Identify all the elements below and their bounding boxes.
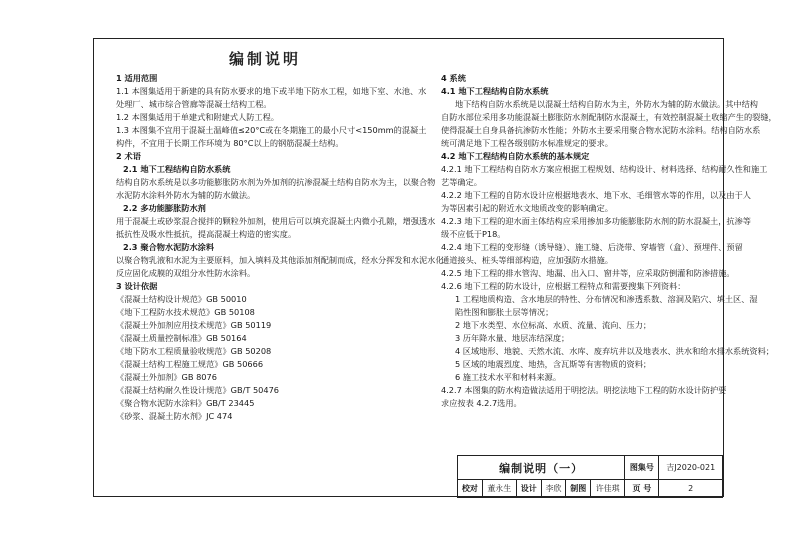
text-line: 5 区域的地震烈度、地热，含瓦斯等有害物质的资料； bbox=[455, 359, 652, 369]
text-line: 1.1 本图集适用于新建的具有防水要求的地下或半地下防水工程，如地下室、水池、水 bbox=[116, 86, 427, 96]
draw-label: 制图 bbox=[566, 480, 591, 498]
text-line: 《混凝土结构工程施工规范》GB 50666 bbox=[116, 359, 264, 369]
text-line: 地下结构自防水系统是以混凝土结构自防水为主，外防水为辅的防水做法。其中结构 bbox=[455, 99, 758, 109]
text-line: 4.2.2 地下工程的自防水设计应根据地表水、地下水、毛细管水等的作用，以及由于人 bbox=[441, 190, 751, 200]
design-name: 李欣 bbox=[541, 480, 566, 498]
title-block bbox=[457, 455, 723, 498]
text-line: 求应按表 4.2.7选用。 bbox=[441, 398, 522, 408]
drawing-title: 编制说明（一） bbox=[458, 456, 625, 480]
text-line: 4.2.3 地下工程的迎水面主体结构应采用掺加多功能膨胀防水剂的防水混凝土，抗渗等 bbox=[441, 216, 751, 226]
text-line: 自防水部位采用多功能混凝土膨胀防水剂配制防水混凝土，有效控制混凝土收缩产生的裂缝， bbox=[441, 112, 777, 122]
text-line: 《混凝土结构设计规范》GB 50010 bbox=[116, 294, 247, 304]
text-line: 《混凝土质量控制标准》GB 50164 bbox=[116, 333, 247, 343]
text-line: 4.2 地下工程结构自防水系统的基本规定 bbox=[441, 151, 590, 161]
text-line: 用于混凝土或砂浆混合搅拌的颗粒外加剂，使用后可以填充混凝土内微小孔隙，增强透水 bbox=[116, 216, 436, 226]
text-line: 水泥防水涂料外防水为辅的防水做法。 bbox=[116, 190, 256, 200]
text-line: 《地下工程防水技术规范》GB 50108 bbox=[116, 307, 255, 317]
text-line: 结构自防水系统是以多功能膨胀防水剂为外加剂的抗渗混凝土结构自防水为主，以聚合物 bbox=[116, 177, 436, 187]
text-line: 1.2 本图集适用于单建式和附建式人防工程。 bbox=[116, 112, 279, 122]
left-column bbox=[116, 72, 444, 423]
text-line: 《混凝土外加剂》GB 8076 bbox=[116, 372, 217, 382]
text-line: 4.1 地下工程结构自防水系统 bbox=[441, 86, 549, 96]
text-line: 1.3 本图集不宜用于混凝土温峰值≤20°C或在冬期施工的最小尺寸<150mm的混凝土 bbox=[116, 125, 427, 135]
text-line: 4 系统 bbox=[441, 73, 466, 83]
document-title: 编制说明 bbox=[229, 50, 302, 68]
page-label: 页 号 bbox=[625, 480, 659, 498]
text-line: 通道接头、桩头等细部构造，应加强防水措施。 bbox=[441, 255, 613, 265]
atlas-number-value: 吉J2020-021 bbox=[659, 456, 723, 480]
page-number: 2 bbox=[659, 480, 723, 498]
text-line: 《地下防水工程质量验收规范》GB 50208 bbox=[116, 346, 272, 356]
right-column bbox=[441, 72, 777, 410]
check-label: 校对 bbox=[458, 480, 483, 498]
atlas-number-label: 图集号 bbox=[625, 456, 659, 480]
text-line: 反应固化成膜的双组分水性防水涂料。 bbox=[116, 268, 256, 278]
text-line: 级不应低于P18。 bbox=[441, 229, 506, 239]
text-line: 2.2 多功能膨胀防水剂 bbox=[123, 203, 206, 213]
design-label: 设计 bbox=[516, 480, 541, 498]
text-line: 构件，不宜用于长期工作环境为 80°C以上的钢筋混凝土结构。 bbox=[116, 138, 344, 148]
text-line: 1 工程地质构造、含水地层的特性、分布情况和渗透系数、溶洞及陷穴、填土区、湿 bbox=[455, 294, 758, 304]
text-line: 4.2.1 地下工程结构自防水方案应根据工程规划、结构设计、材料选择、结构耐久性和施工 bbox=[441, 164, 768, 174]
text-line: 2 地下水类型、水位标高、水质、流量、流向、压力； bbox=[455, 320, 652, 330]
text-line: 4.2.7 本图集的防水构造做法适用于明挖法。明挖法地下工程的防水设计防护要 bbox=[441, 385, 727, 395]
text-line: 《混凝土外加剂应用技术规范》GB 50119 bbox=[116, 320, 272, 330]
text-line: 以聚合物乳液和水泥为主要原料，加入填料及其他添加剂配制而成，经水分挥发和水泥水化 bbox=[116, 255, 444, 265]
text-line: 2 术语 bbox=[116, 151, 141, 161]
text-line: 3 设计依据 bbox=[116, 281, 158, 291]
text-line: 2.1 地下工程结构自防水系统 bbox=[123, 164, 231, 174]
text-line: 《聚合物水泥防水涂料》GB/T 23445 bbox=[116, 398, 255, 408]
text-line: 4 区域地形、地貌、天然水流、水库、废弃坑井以及地表水、洪水和给水排水系统资料； bbox=[455, 346, 774, 356]
check-name: 董永生 bbox=[482, 480, 516, 498]
text-line: 艺等确定。 bbox=[441, 177, 482, 187]
text-line: 统可满足地下工程各级别防水标准规定的要求。 bbox=[441, 138, 613, 148]
draw-name: 许佳琪 bbox=[591, 480, 625, 498]
text-line: 2.3 聚合物水泥防水涂料 bbox=[123, 242, 215, 252]
text-line: 3 历年降水量、地层冻结深度； bbox=[455, 333, 570, 343]
text-line: 处理厂、城市综合管廊等混凝土结构工程。 bbox=[116, 99, 272, 109]
text-line: 《混凝土结构耐久性设计规范》GB/T 50476 bbox=[116, 385, 279, 395]
text-line: 4.2.4 地下工程的变形缝（诱导缝）、施工缝、后浇带、穿墙管（盒）、预埋件、预留 bbox=[441, 242, 743, 252]
text-line: 《砂浆、混凝土防水剂》JC 474 bbox=[116, 411, 233, 421]
text-line: 抵抗性及吸水性抵抗，提高混凝土构造的密实度。 bbox=[116, 229, 297, 239]
text-line: 使得混凝土自身具备抗渗防水性能；外防水主要采用聚合物水泥防水涂料。结构自防水系 bbox=[441, 125, 761, 135]
text-line: 4.2.5 地下工程的排水管沟、地漏、出入口、窗井等，应采取防倒灌和防渗措施。 bbox=[441, 268, 735, 278]
text-line: 4.2.6 地下工程的防水设计，应根据工程特点和需要搜集下列资料： bbox=[441, 281, 686, 291]
text-line: 为等因素引起的附近水文地质改变的影响确定。 bbox=[441, 203, 613, 213]
text-line: 6 施工技术水平和材料来源。 bbox=[455, 372, 562, 382]
text-line: 陷性图和膨胀土层等情况； bbox=[455, 307, 554, 317]
text-line: 1 适用范围 bbox=[116, 73, 158, 83]
